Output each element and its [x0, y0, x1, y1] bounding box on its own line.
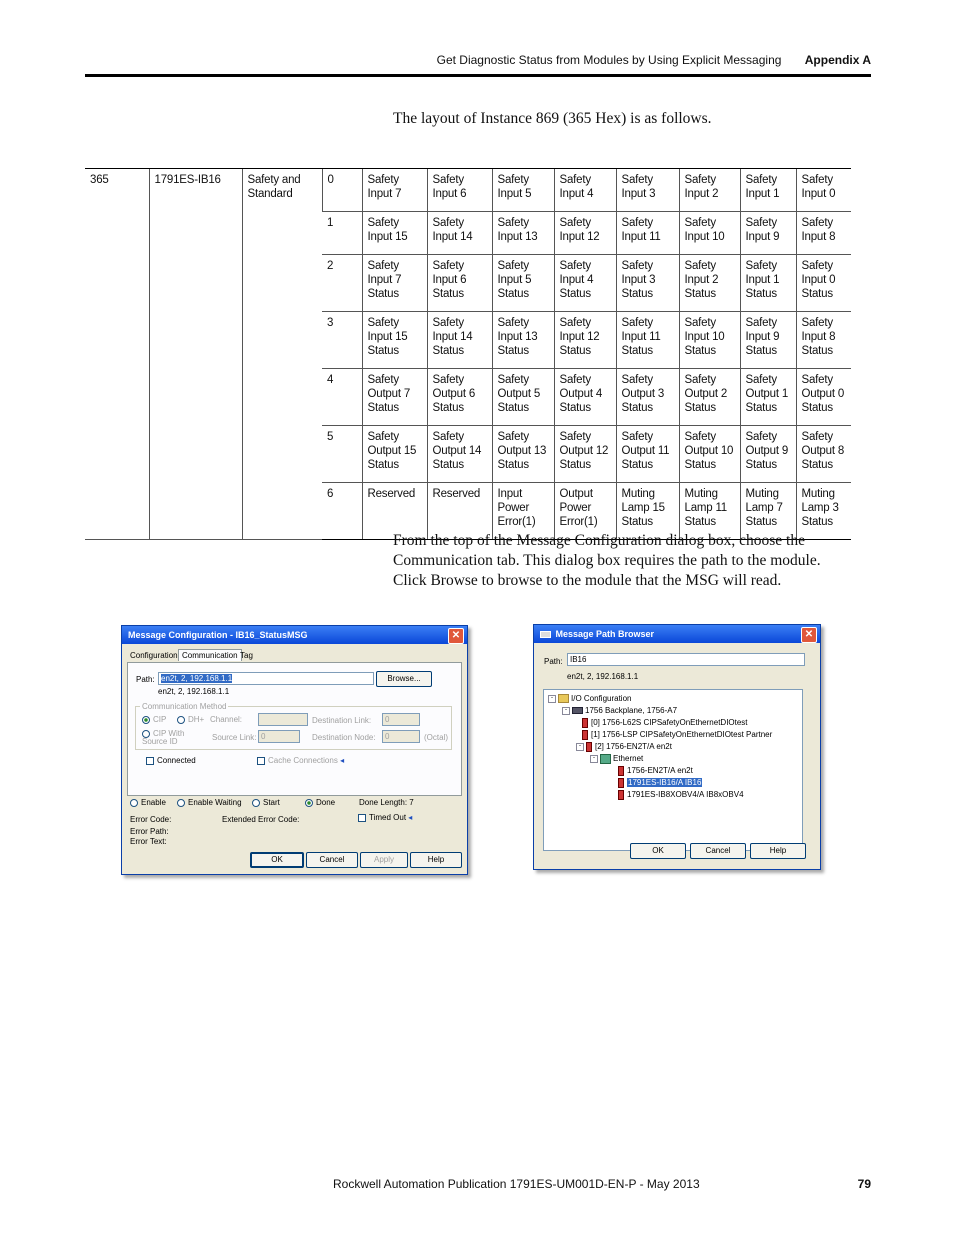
destination-node-input: 0 — [382, 730, 420, 743]
backplane-icon — [572, 707, 583, 714]
bit-cell: Safety Input 11 — [616, 212, 679, 255]
header-rule — [85, 74, 871, 77]
browse-button[interactable]: Browse... — [376, 671, 432, 687]
bit-cell: Safety Output 12 Status — [554, 426, 616, 483]
channel-label: Channel: — [210, 715, 243, 724]
error-code-label: Error Code: — [130, 815, 172, 824]
path-label: Path: — [136, 675, 155, 684]
cache-connections-checkbox: Cache Connections ◂ — [257, 756, 344, 765]
destination-link-input: 0 — [382, 713, 420, 726]
bit-cell: Safety Input 13 — [492, 212, 554, 255]
bit-cell: Safety Output 9 Status — [740, 426, 796, 483]
error-path-label: Error Path: — [130, 827, 169, 836]
close-icon[interactable]: ✕ — [801, 627, 817, 643]
byte-cell: 3 — [322, 312, 362, 369]
tab-configuration[interactable]: Configuration — [130, 651, 178, 660]
tree-ib16[interactable]: 1791ES-IB16/A IB16 — [618, 778, 702, 788]
bit-cell: Safety Input 8 — [796, 212, 851, 255]
bit-cell: Safety Input 5 Status — [492, 255, 554, 312]
dialog-title-bar — [122, 626, 467, 644]
bit-cell: Safety Input 3 — [616, 169, 679, 212]
apply-button: Apply — [360, 852, 408, 868]
bit-cell: Safety Input 12 Status — [554, 312, 616, 369]
byte-cell: 1 — [322, 212, 362, 255]
bit-cell: Reserved — [362, 483, 427, 540]
instance-cell: 365 — [85, 169, 149, 540]
browser-title-bar — [534, 625, 820, 643]
page-header — [437, 53, 871, 67]
tab-tag[interactable]: Tag — [240, 651, 253, 660]
done-length: Done Length: 7 — [359, 798, 414, 807]
bit-cell: Safety Input 4 — [554, 169, 616, 212]
bit-cell: Safety Input 2 — [679, 169, 740, 212]
bit-cell: Safety Output 10 Status — [679, 426, 740, 483]
section-title: Get Diagnostic Status from Modules by Using Explicit Messaging — [436, 53, 782, 67]
communication-method-label: Communication Method — [142, 702, 227, 711]
byte-cell: 0 — [322, 169, 362, 212]
module-icon — [618, 766, 624, 776]
appendix-label: Appendix A — [804, 53, 871, 67]
tree-ib8xobv4[interactable]: 1791ES-IB8XOBV4/A IB8xOBV4 — [618, 790, 744, 800]
browser-title: Message Path Browser — [555, 629, 655, 639]
cell-text: Output Power Error(1) — [559, 488, 598, 528]
bit-cell: Safety Input 8 Status — [796, 312, 851, 369]
tree-safety-partner[interactable]: [1] 1756-LSP CIPSafetyOnEthernetDIOtest Partner — [582, 730, 772, 740]
dialog-title: Message Configuration - IB16_StatusMSG — [128, 630, 308, 640]
tree-en2t-module[interactable]: - [2] 1756-EN2T/A en2t — [576, 742, 672, 752]
browser-cancel-button[interactable]: Cancel — [690, 843, 746, 859]
extended-error-code-label: Extended Error Code: — [222, 815, 300, 824]
octal-label: (Octal) — [424, 733, 448, 742]
bit-cell: Muting Lamp 11 Status — [679, 483, 740, 540]
error-text-label: Error Text: — [130, 837, 167, 846]
tree-en2t-ethernet[interactable]: 1756-EN2T/A en2t — [618, 766, 693, 776]
bit-cell: Safety Output 4 Status — [554, 369, 616, 426]
tab-communication[interactable]: Communication — [178, 649, 242, 661]
bit-cell: Safety Input 5 — [492, 169, 554, 212]
bit-cell: Safety Input 14 — [427, 212, 492, 255]
bit-cell: Safety Input 13 Status — [492, 312, 554, 369]
bit-cell: Safety Output 0 Status — [796, 369, 851, 426]
bit-cell: Safety Input 9 — [740, 212, 796, 255]
bit-cell: Muting Lamp 3 Status — [796, 483, 851, 540]
enable-waiting-indicator: Enable Waiting — [177, 798, 242, 807]
window-icon — [540, 631, 551, 638]
path-input[interactable] — [158, 672, 374, 685]
table-row — [85, 169, 851, 212]
bit-cell: Safety Input 6 — [427, 169, 492, 212]
bit-cell: Safety Output 14 Status — [427, 426, 492, 483]
tree-io-configuration[interactable]: - I/O Configuration — [548, 694, 631, 704]
timed-out-checkbox: Timed Out ◂ — [358, 813, 412, 822]
network-icon — [600, 754, 611, 764]
bit-cell: Safety Output 15 Status — [362, 426, 427, 483]
browser-path-input[interactable]: IB16 — [567, 653, 805, 666]
byte-cell: 2 — [322, 255, 362, 312]
bit-cell: Safety Input 12 — [554, 212, 616, 255]
source-link-label: Source Link: — [212, 733, 257, 742]
cip-radio: CIP — [142, 715, 166, 724]
bit-cell: Safety Input 6 Status — [427, 255, 492, 312]
bit-cell: Safety Input 9 Status — [740, 312, 796, 369]
instruction-text: From the top of the Message Configuration dialog box, choose the Communication tab. This dialog box requires the path to the module. Click Browse to browse to the module that the MSG will read. — [393, 532, 821, 589]
bit-cell: Safety Input 15 Status — [362, 312, 427, 369]
bit-cell: Safety Output 7 Status — [362, 369, 427, 426]
bit-cell: Safety Output 8 Status — [796, 426, 851, 483]
browser-path-resolved: en2t, 2, 192.168.1.1 — [567, 672, 639, 681]
module-icon — [618, 790, 624, 800]
start-indicator: Start — [252, 798, 280, 807]
help-button[interactable]: Help — [410, 852, 462, 868]
bit-cell: Safety Output 11 Status — [616, 426, 679, 483]
browser-ok-button[interactable]: OK — [630, 843, 686, 859]
bit-cell: Reserved — [427, 483, 492, 540]
bit-cell: Safety Output 6 Status — [427, 369, 492, 426]
bit-cell: Safety Output 2 Status — [679, 369, 740, 426]
bit-cell: Safety Output 13 Status — [492, 426, 554, 483]
connected-checkbox[interactable]: Connected — [146, 756, 196, 765]
bit-cell: Safety Output 1 Status — [740, 369, 796, 426]
browser-help-button[interactable]: Help — [750, 843, 806, 859]
done-indicator: Done — [305, 798, 335, 807]
module-icon — [582, 730, 588, 740]
tree-ethernet[interactable]: - Ethernet — [590, 754, 643, 764]
bit-cell: Safety Input 10 — [679, 212, 740, 255]
io-tree — [543, 689, 803, 851]
bit-cell: Safety Input 0 — [796, 169, 851, 212]
bit-cell: Safety Input 7 — [362, 169, 427, 212]
module-icon — [582, 718, 588, 728]
destination-link-label: Destination Link: — [312, 716, 372, 725]
ok-button[interactable]: OK — [250, 852, 304, 868]
close-icon[interactable]: ✕ — [448, 628, 464, 644]
byte-cell: 6 — [322, 483, 362, 540]
destination-node-label: Destination Node: — [312, 733, 376, 742]
path-resolved: en2t, 2, 192.168.1.1 — [158, 687, 230, 696]
byte-cell: 5 — [322, 426, 362, 483]
bit-cell: Safety Input 2 Status — [679, 255, 740, 312]
path-value: en2t, 2, 192.168.1.1 — [161, 674, 233, 683]
module-icon — [586, 742, 592, 752]
bit-cell: Safety Input 11 Status — [616, 312, 679, 369]
folder-icon — [558, 694, 569, 703]
bit-cell: Safety Input 1 Status — [740, 255, 796, 312]
browser-path-label: Path: — [544, 657, 563, 666]
bit-cell: Safety Output 3 Status — [616, 369, 679, 426]
cancel-button[interactable]: Cancel — [306, 852, 358, 868]
bit-cell: Safety Input 10 Status — [679, 312, 740, 369]
byte-cell: 4 — [322, 369, 362, 426]
bit-cell: Safety Input 3 Status — [616, 255, 679, 312]
module-cell: 1791ES-IB16 — [149, 169, 242, 540]
type-cell: Safety and Standard — [242, 169, 322, 540]
bit-cell: Safety Input 15 — [362, 212, 427, 255]
module-icon — [618, 778, 624, 788]
bit-cell: Safety Output 5 Status — [492, 369, 554, 426]
bit-cell: Safety Input 1 — [740, 169, 796, 212]
message-configuration-dialog — [121, 625, 468, 875]
tree-controller[interactable]: [0] 1756-L62S CIPSafetyOnEthernetDIOtest — [582, 718, 748, 728]
bit-cell: Safety Input 14 Status — [427, 312, 492, 369]
dhplus-radio: DH+ — [177, 715, 204, 724]
cell-text: Input Power Error(1) — [497, 488, 536, 528]
bit-cell: Safety Input 7 Status — [362, 255, 427, 312]
instance-layout-table — [85, 168, 851, 540]
bit-cell: Safety Input 4 Status — [554, 255, 616, 312]
bit-cell: Safety Input 0 Status — [796, 255, 851, 312]
publication-id: Rockwell Automation Publication 1791ES-UM001D-EN-P - May 2013 — [333, 1177, 700, 1191]
message-path-browser-dialog — [533, 624, 821, 870]
bit-cell: Muting Lamp 7 Status — [740, 483, 796, 540]
cip-source-radio: CIP With Source ID — [142, 729, 185, 747]
bit-cell: Muting Lamp 15 Status — [616, 483, 679, 540]
intro-text: The layout of Instance 869 (365 Hex) is as follows. — [393, 110, 712, 127]
channel-select — [258, 713, 308, 726]
enable-indicator: Enable — [130, 798, 166, 807]
source-link-input: 0 — [258, 730, 300, 743]
tree-backplane[interactable]: - 1756 Backplane, 1756-A7 — [562, 706, 677, 716]
page-number: 79 — [857, 1177, 871, 1191]
